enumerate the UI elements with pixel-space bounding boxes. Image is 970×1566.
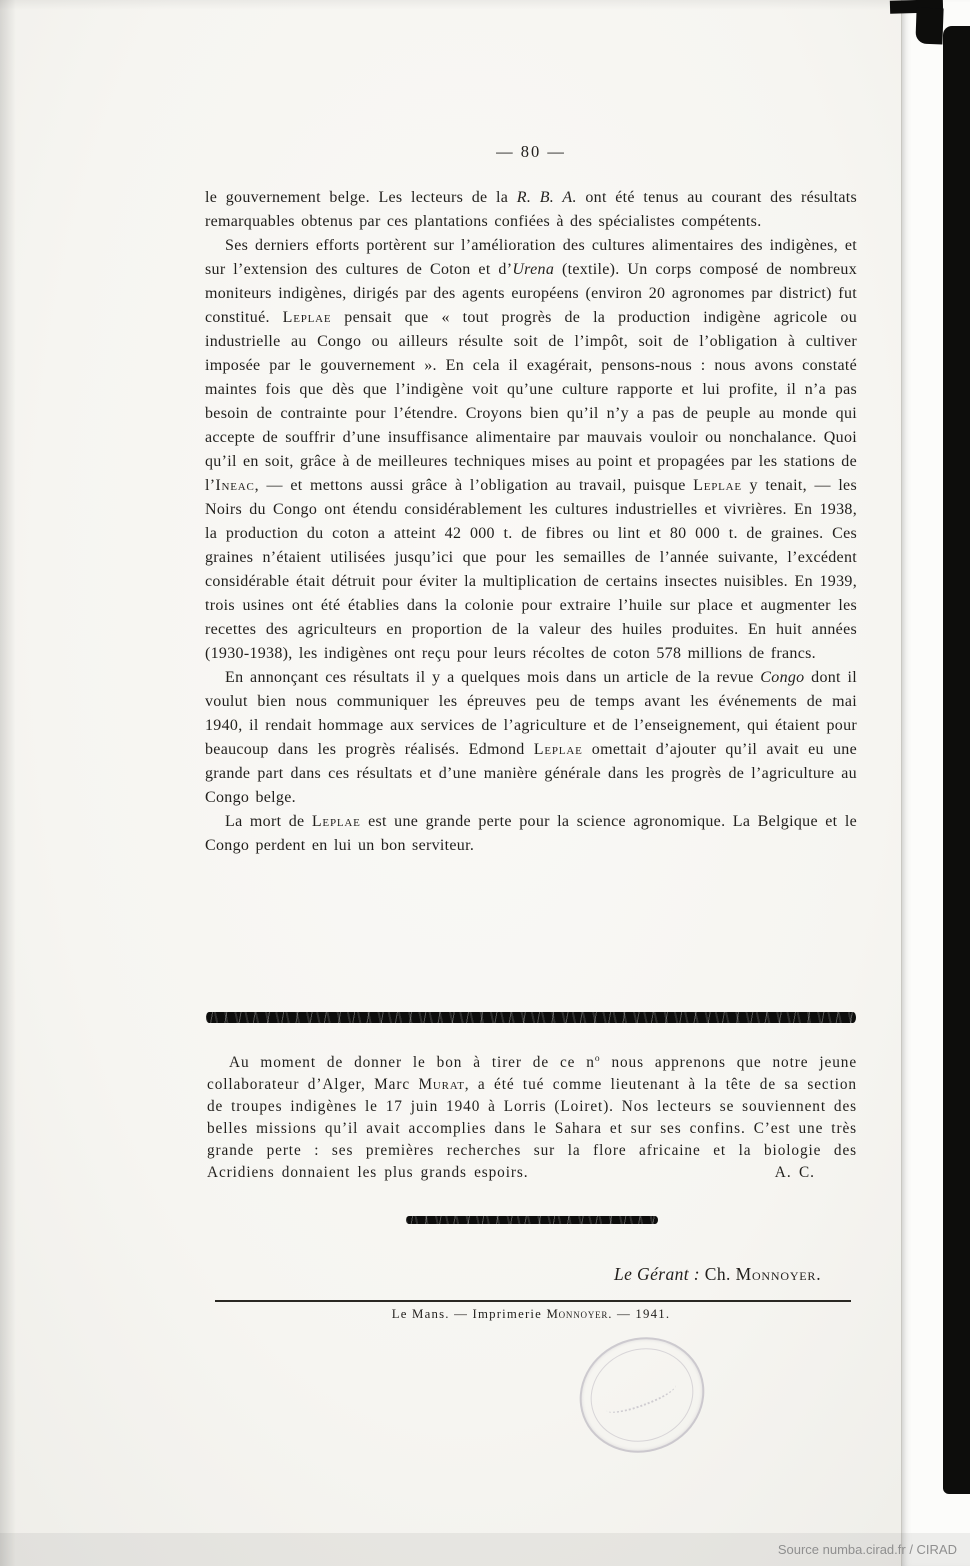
obituary-paragraph: Au moment de donner le bon à tirer de ce $n^o$ nous apprenons que notre jeune collaborateur d’Alger, Marc Murat, a été tué comme lieutenant à la tête de sa section de troupes indigènes le 17 juin 1940 à Lorris (Loiret). Nos lecteurs se souviennent des belles missions qu’il avait accomplies dans le Sahara et sur ses confins. C’est une très grande perte : ses premières recherches sur la flore africaine et la biologie des Acridiens donnaient les plus grands espoirs. (207, 1054, 858, 1182)
colophon-divider-rule (406, 1216, 658, 1224)
body-paragraph: Ses derniers efforts portèrent sur l’amélioration des cultures alimentaires des indigènes, et sur l’extension des cultures de Coton et d’Urena (textile). Un corps composé de nombreux moniteurs indigènes, dirigés par des agents européens (environ 20 agronomes par district) fut constitué. Leplae pensait que « tout progrès de la production indigène agricole ou industrielle au Congo ou ailleurs résulte soit de l’impôt, soit de l’obligation à cultiver imposée par le gouvernement ». En cela il exagérait, pensons-nous : nous avons constaté maintes fois que dès que l’indigène voit qu’une culture rapporte et lui profite, il n’a pas besoin de contrainte pour l’étendre. Croyons bien qu’il n’y a pas de peuple au monde qui accepte de souffrir d’une insuffisance alimentaire par mauvais vouloir ou nonchalance. Quoi qu’il en soit, grâce à de meilleures techniques mises au point et propagées par les stations de l’Ineac, — et mettons aussi grâce à l’obligation au travail, puisque Leplae y tenait, — les Noirs du Congo ont étendu considérablement les cultures industrielles et vivrières. En 1938, la production du coton a atteint 42 000 t. de fibres ou lint et 80 000 t. de graines. Ces graines n’étaient utilisées jusqu’ici que pour les semailles de l’année suivante, l’excédent considérable était détruit pour éviter la multiplication de certains insectes nuisibles. En 1939, trois usines ont été établies dans la colonie pour extraire l’huile sur place et augmenter les recettes des agriculteurs en proportion de la valeur des huiles produites. En huit années (1930-1938), les indigènes ont reçu pour leurs récoltes de coton 578 millions de francs. (205, 237, 858, 662)
page-edge-shadow-left (0, 0, 16, 1566)
body-paragraph: La mort de Leplae est une grande perte pour la science agronomique. La Belgique et le Congo perdent en lui un bon serviteur. (205, 813, 857, 854)
imprint-rule (215, 1300, 851, 1302)
page-edge-shadow-top (0, 0, 970, 10)
body-paragraph: le gouvernement belge. Les lecteurs de la R. B. A. ont été tenus au courant des résultats remarquables obtenus par ces plantations confiées à des spécialistes compétents. (205, 189, 858, 230)
gerant-line: Le Gérant : Ch. Monnoyer. (613, 1264, 821, 1284)
attribution-text: Source numba.cirad.fr / CIRAD (777, 1542, 957, 1557)
obituary-signature: A. C. (774, 1164, 815, 1182)
article-body (205, 186, 857, 858)
attribution-bar (0, 1533, 970, 1566)
imprint-line: Le Mans. — Imprimerie Monnoyer. — 1941. (391, 1307, 671, 1321)
body-paragraph: En annonçant ces résultats il y a quelques mois dans un article de la revue Congo dont il voulut bien nous communiquer les épreuves peu de temps avant les événements de mai 1940, il rendait hommage aux services de l’agriculture et de l’enseignement, qui étaient pour beaucoup dans les progrès réalisés. Edmond Leplae omettait d’ajouter qu’il avait eu une grande part dans ces résultats et d’une manière générale dans les progrès de l’agriculture au Congo belge. (205, 669, 857, 806)
scan-artifact-binding-strip (943, 26, 970, 1494)
obituary-notice (207, 1048, 857, 1184)
section-divider-rule (206, 1012, 856, 1023)
page-number: — 80 — (496, 142, 566, 161)
ink-stamp (563, 1320, 720, 1470)
scan-artifact-corner-mark (915, 8, 943, 45)
